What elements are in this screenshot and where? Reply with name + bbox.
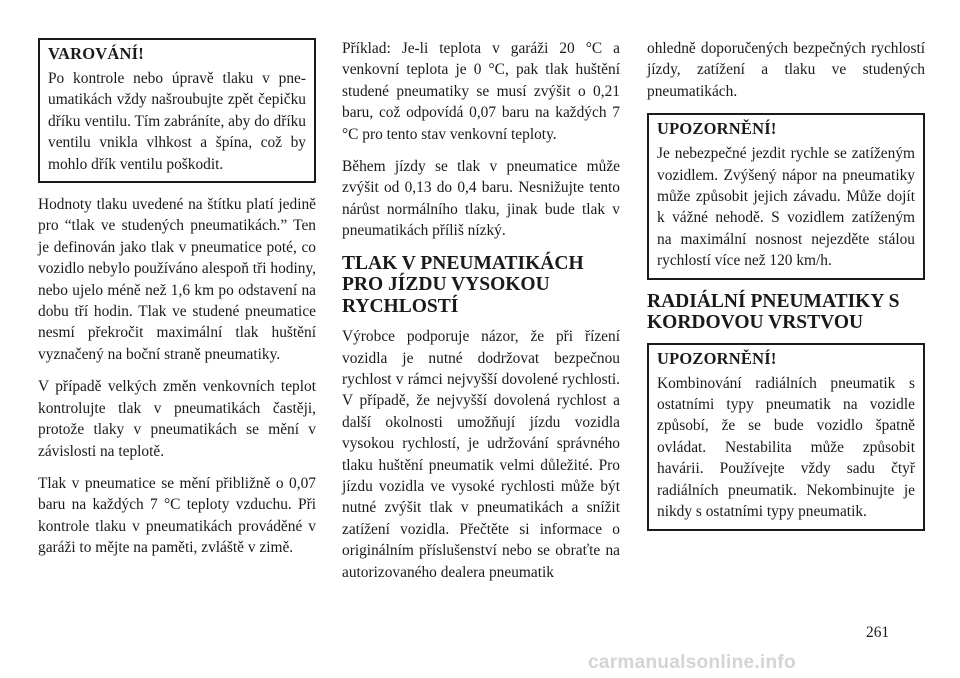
paragraph-temperature-changes: V případě velkých změn venkovních teplot kontrolujte tlak v pneumatikách častěji, protože tlaky v pneumatikách se mění v závislosti na teplotě. bbox=[38, 378, 316, 460]
paragraph-driving-increase: Během jízdy se tlak v pneumatice může zvýšit od 0,13 do 0,4 baru. Nesnižujte tento nárůst normálního tlaku, jinak bude tlak v pneumatikách příliš nízký. bbox=[342, 158, 620, 240]
column-right bbox=[647, 38, 925, 542]
section-heading-high-speed: TLAK V PNEUMATIKÁCH PRO JÍZDU VYSOKOU RYCHLOSTÍ bbox=[342, 252, 584, 317]
warning-text: Po kontrole nebo úpravě tlaku v pneumatikách vždy našroubujte zpět čepičku dříku ventilu. Tím zabráníte, aby do dříku ventilu vnikla vlhkost a špína, což by mohlo dřík ventilu poškodit. bbox=[48, 70, 306, 173]
paragraph-continuation: ohledně doporučených bezpečných rychlostí jízdy, zatížení a tlaku ve studených pneumatikách. bbox=[647, 40, 925, 100]
caution-box-load bbox=[647, 113, 925, 279]
warning-box bbox=[38, 38, 316, 183]
caution-text: Kombinování radiálních pneumatik s ostatními typy pneumatik na vozidle způsobí, že se bude vozidlo špatně ovládat. Nestabilita může způsobit havárii. Používejte vždy sadu čtyř radiálních pneumatik. Nekombinujte je nikdy s ostatními typy pneumatik. bbox=[657, 374, 915, 521]
caution-box-radial bbox=[647, 343, 925, 531]
paragraph-example: Příklad: Je-li teplota v garáži 20 °C a venkovní teplota je 0 °C, pak tlak huštění studené pneumatiky se musí zvýšit o 0,21 baru, což odpovídá 0,07 baru na každých 7 °C pro tento stav venkovní teploty. bbox=[342, 40, 620, 143]
column-left bbox=[38, 38, 316, 570]
watermark: carmanualsonline.info bbox=[588, 652, 796, 673]
caution-title: UPOZORNĚNÍ! bbox=[657, 348, 777, 368]
paragraph-cold-tire-pressure: Hodnoty tlaku uvedené na štítku platí jedině pro “tlak ve studených pneumatikách.” Ten je definován jako tlak v pneumatice poté, co vozidlo nebylo používáno alespoň tři hodiny, nebo ujelo méně než 1,6 km po odstavení na dobu tří hodin. Tlak ve studené pneumatice nesmí překročit maximální tlak huštění vyznačený na boční straně pneumatiky. bbox=[38, 196, 316, 363]
warning-title: VAROVÁNÍ! bbox=[48, 44, 144, 63]
paragraph-pressure-per-degree: Tlak v pneumatice se mění přibližně o 0,07 baru na každých 7 °C teploty vzduchu. Při kontrole tlaku v pneumatikách prováděné v garáži to mějte na paměti, zvláště v zimě. bbox=[38, 474, 316, 557]
caution-title: UPOZORNĚNÍ! bbox=[657, 119, 777, 139]
section-heading-radial: RADIÁLNÍ PNEUMATIKY S KORDOVOU VRSTVOU bbox=[647, 290, 900, 334]
column-middle bbox=[342, 38, 620, 594]
caution-text: Je nebezpečné jezdit rychle se zatíženým vozidlem. Zvýšený nápor na pneumatiky může způsobit jejich závadu. Může dojít k vážné nehodě. S vozidlem zatíženým na maximální nosnost nejezděte stálou rychlostí více než 120 km/h. bbox=[657, 145, 915, 270]
paragraph-high-speed: Výrobce podporuje názor, že při řízení vozidla je nutné dodržovat bezpečnou rychlost v rámci nejvyšší dovolené rychlosti. V případě, že nejvyšší dovolená rychlost a další okolnosti umožňují jízdu vozidla vysokou rychlostí, je udržování správného tlaku huštění pneumatik velmi důležité. Pro jízdu vozidla ve vysoké rychlosti může být nutné zvýšit tlak v pneumatikách a snížit zatížení vozidla. Přečtěte si informace o originálním příslušenství nebo se obraťte na autorizovaného dealera pneumatik bbox=[342, 328, 620, 581]
page-number: 261 bbox=[866, 624, 890, 641]
